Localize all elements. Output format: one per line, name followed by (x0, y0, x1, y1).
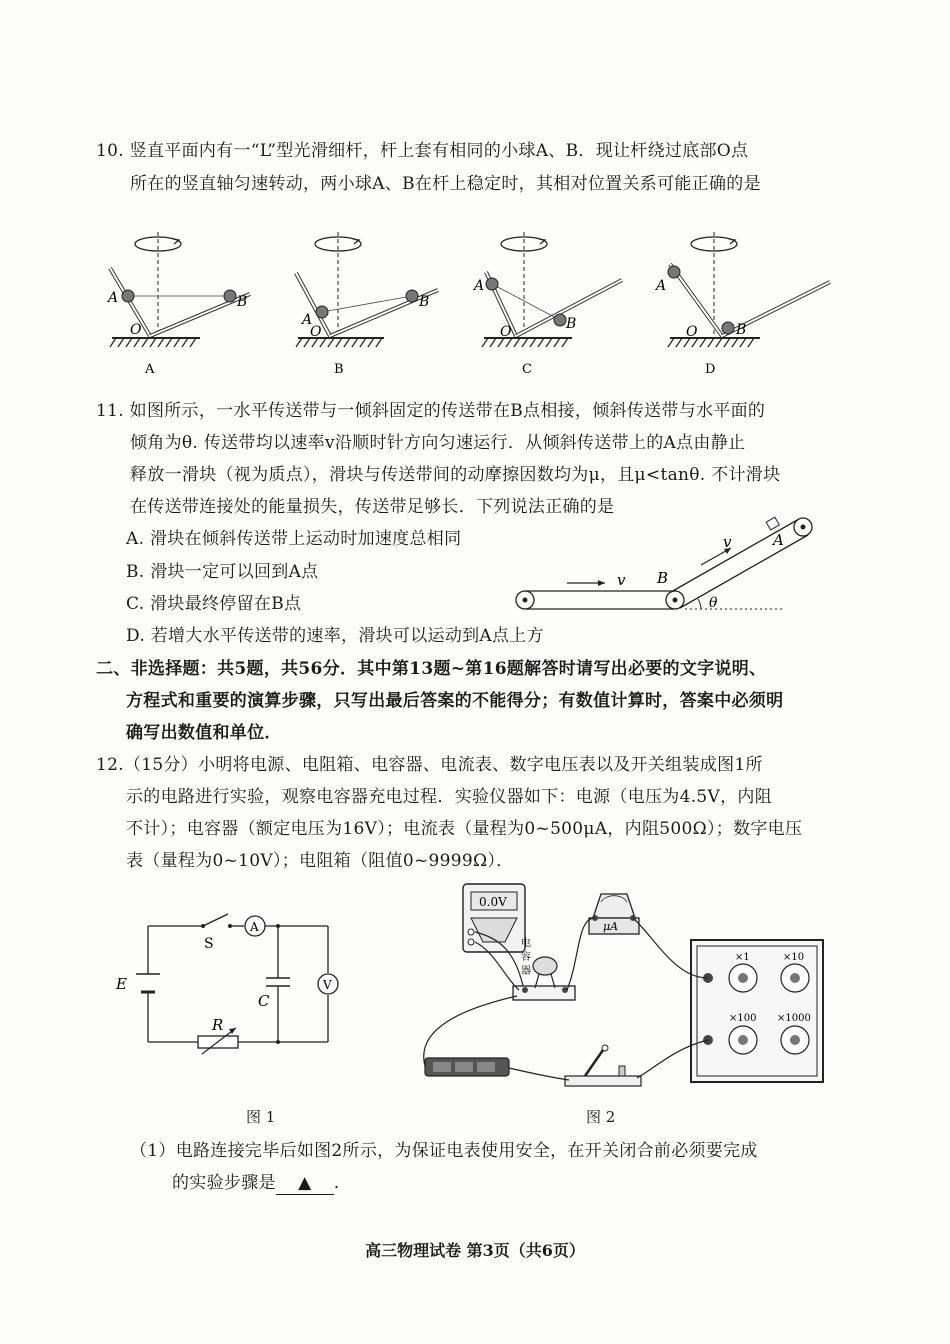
fig1-resistor-label: R (212, 1016, 224, 1034)
fig1-caption: 图 1 (246, 1108, 276, 1126)
origin-label: O (500, 324, 512, 340)
q11-a-label: A (773, 531, 784, 549)
q12-line2: 示的电路进行实验，观察电容器充电过程．实验仪器如下：电源（电压为4.5V，内阻 (126, 787, 773, 807)
ammeter-unit: μA (603, 920, 619, 933)
q12-figure2-apparatus (405, 878, 845, 1103)
q10-figure-d (654, 232, 830, 377)
q12-sub1-line1: （1）电路连接完毕后如图2所示，为保证电表使用安全，在开关闭合前必须要完成 (130, 1141, 758, 1161)
q10-line2: 所在的竖直轴匀速转动，两小球A、B在杆上稳定时，其相对位置关系可能正确的是 (130, 174, 761, 194)
fig1-voltmeter-label: V (323, 978, 332, 992)
q10-figure-c (472, 232, 622, 377)
q10-figure-a (106, 232, 250, 377)
answer-blank[interactable]: ▲ (276, 1172, 334, 1195)
page-footer: 高三物理试卷 第3页（共6页） (365, 1241, 585, 1260)
capacitor-label-2: 容 (521, 952, 531, 963)
origin-label: O (130, 322, 142, 338)
section2-line2: 方程式和重要的演算步骤，只写出最后答案的不能得分；有数值计算时，答案中必须明 (126, 691, 784, 711)
q12-sub1-suffix: ． (333, 1173, 352, 1193)
q11-v-label-1: v (617, 571, 626, 589)
option-label-c: C (522, 362, 532, 377)
ball-b-label: B (736, 322, 747, 338)
q12-line1: 12.（15分）小明将电源、电阻箱、电容器、电流表、数字电压表以及开关组装成图1所 (96, 755, 763, 775)
fig1-switch-label: S (204, 936, 214, 952)
q11-line3: 释放一滑块（视为质点），滑块与传送带间的动摩擦因数均为μ，且μ<tanθ. 不计滑块 (130, 465, 781, 485)
q12-sub1-line2 (172, 1172, 351, 1195)
q11-v-label-2: v (723, 533, 732, 551)
q11-line2: 倾角为θ. 传送带均以速率v沿顺时针方向匀速运行．从倾斜传送带上的A点由静止 (130, 433, 746, 453)
q10-figure-b (296, 232, 438, 377)
q10-line1: 10. 竖直平面内有一“L”型光滑细杆，杆上套有相同的小球A、B．现让杆绕过底部O点 (96, 141, 749, 161)
fig1-emf-label: E (116, 975, 127, 993)
q11-theta-label: θ (709, 595, 718, 611)
q11-b-label: B (657, 569, 669, 587)
fig1-capacitor-label: C (258, 992, 270, 1010)
q12-figure1-circuit (108, 900, 358, 1075)
q12-line3: 不计）；电容器（额定电压为16V）；电流表（量程为0~500μA，内阻500Ω）；数字电压 (126, 819, 803, 839)
section2-line3: 确写出数值和单位． (126, 723, 282, 743)
fig2-caption: 图 2 (586, 1108, 616, 1126)
q12-sub1-prefix: 的实验步骤是 (172, 1173, 276, 1193)
q11-option-b: B. 滑块一定可以回到A点 (126, 562, 319, 582)
q11-option-c: C. 滑块最终停留在B点 (126, 594, 302, 614)
origin-label: O (686, 324, 698, 340)
ball-a-label: A (302, 312, 313, 328)
ball-b-label: B (419, 294, 430, 310)
fig1-ammeter-label: A (250, 920, 259, 934)
dial-x1: ×1 (735, 952, 750, 963)
dial-x10: ×10 (783, 952, 805, 963)
ball-a-label: A (474, 278, 485, 294)
q11-option-a: A. 滑块在倾斜传送带上运动时加速度总相同 (126, 529, 462, 549)
capacitor-label-1: 电 (521, 938, 531, 949)
q11-line1: 11. 如图所示，一水平传送带与一倾斜固定的传送带在B点相接，倾斜传送带与水平面的 (96, 401, 766, 421)
q11-line4: 在传送带连接处的能量损失，传送带足够长．下列说法正确的是 (130, 497, 615, 517)
option-label-d: D (705, 362, 716, 377)
option-label-a: A (145, 362, 155, 377)
q11-conveyor-figure (505, 505, 835, 620)
dial-x1000: ×1000 (777, 1013, 811, 1024)
dial-x100: ×100 (729, 1013, 757, 1024)
q11-option-d: D. 若增大水平传送带的速率，滑块可以运动到A点上方 (126, 626, 544, 646)
q10-figures (100, 228, 840, 378)
voltmeter-reading: 0.0V (479, 895, 507, 909)
section2-line1: 二、非选择题：共5题，共56分．其中第13题~第16题解答时请写出必要的文字说明、 (96, 659, 767, 679)
ball-b-label: B (237, 294, 248, 310)
ball-a-label: A (108, 290, 119, 306)
q12-line4: 表（量程为0~10V）；电阻箱（阻值0~9999Ω）． (126, 851, 514, 871)
capacitor-label-3: 器 (521, 966, 531, 977)
ball-a-label: A (656, 278, 667, 294)
ball-b-label: B (566, 316, 577, 332)
option-label-b: B (334, 362, 344, 377)
origin-label: O (310, 324, 322, 340)
